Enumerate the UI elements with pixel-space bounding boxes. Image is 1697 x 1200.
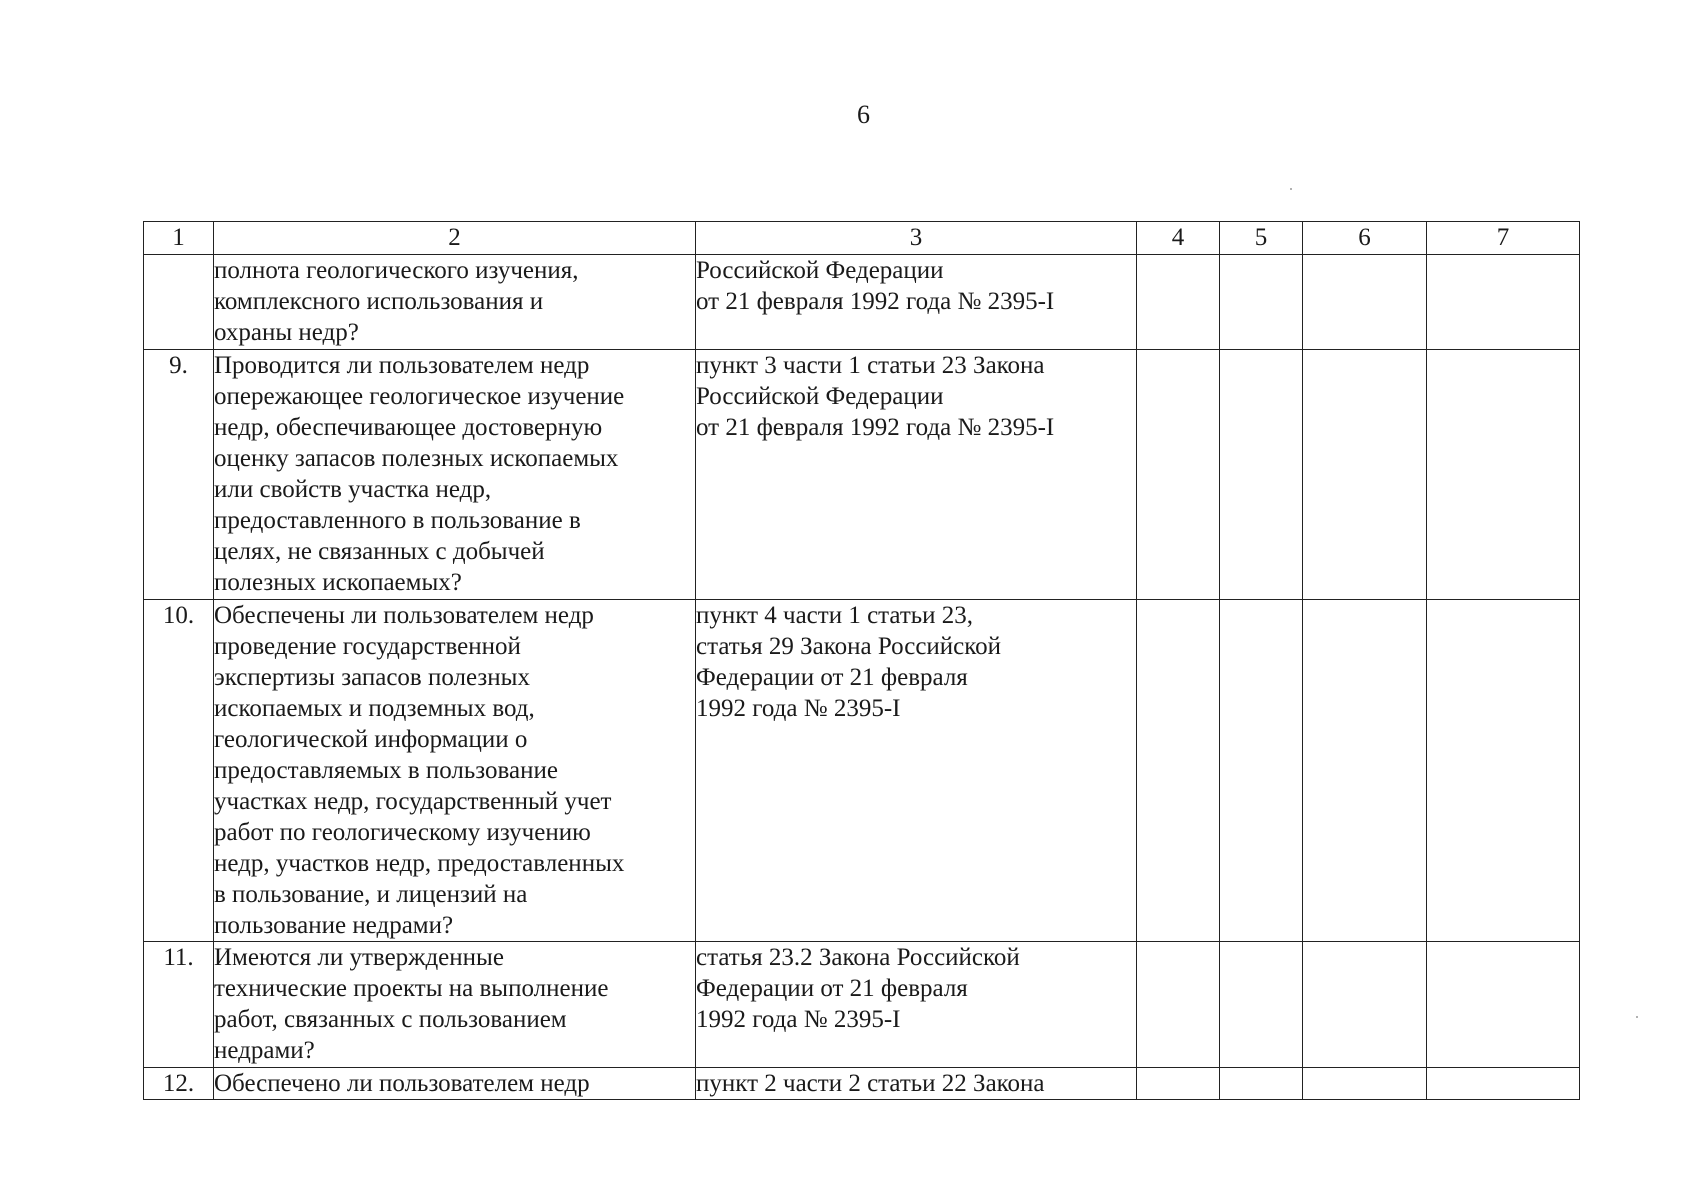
empty-cell-col-5 bbox=[1220, 255, 1303, 350]
scan-speck bbox=[1636, 1016, 1638, 1018]
row-number: 11. bbox=[144, 942, 214, 1068]
empty-cell-col-6 bbox=[1303, 1068, 1427, 1100]
question-cell bbox=[214, 1068, 696, 1100]
legal-reference-text: Российской Федерации от 21 февраля 1992 года № 2395-I bbox=[696, 257, 1055, 315]
scan-speck bbox=[1290, 188, 1292, 190]
legal-reference-cell bbox=[696, 600, 1137, 942]
question-text: Имеются ли утвержденные технические проекты на выполнение работ, связанных с пользованием недрами? bbox=[214, 944, 609, 1064]
row-number: 12. bbox=[144, 1068, 214, 1100]
table-row bbox=[144, 350, 1580, 600]
header-col-4: 4 bbox=[1137, 222, 1220, 255]
table-row bbox=[144, 600, 1580, 942]
empty-cell-col-7 bbox=[1427, 942, 1580, 1068]
question-cell bbox=[214, 350, 696, 600]
empty-cell-col-4 bbox=[1137, 942, 1220, 1068]
question-cell bbox=[214, 942, 696, 1068]
empty-cell-col-6 bbox=[1303, 942, 1427, 1068]
empty-cell-col-4 bbox=[1137, 1068, 1220, 1100]
header-row bbox=[144, 222, 1580, 255]
question-text: Обеспечено ли пользователем недр bbox=[214, 1070, 590, 1097]
table-row bbox=[144, 255, 1580, 350]
row-number: 10. bbox=[144, 600, 214, 942]
empty-cell-col-6 bbox=[1303, 600, 1427, 942]
empty-cell-col-6 bbox=[1303, 255, 1427, 350]
row-number: 9. bbox=[144, 350, 214, 600]
header-col-3: 3 bbox=[696, 222, 1137, 255]
empty-cell-col-5 bbox=[1220, 350, 1303, 600]
question-text: Обеспечены ли пользователем недр проведение государственной экспертизы запасов полезных ископаемых и подземных вод, геологической информации о предоставляемых в пользование участках недр, государственный учет работ по геологическому изучению недр, участков недр, предоставленных в пользование, и лицензий на пользование недрами? bbox=[214, 602, 625, 939]
legal-reference-cell bbox=[696, 1068, 1137, 1100]
empty-cell-col-5 bbox=[1220, 1068, 1303, 1100]
header-col-6: 6 bbox=[1303, 222, 1427, 255]
empty-cell-col-4 bbox=[1137, 350, 1220, 600]
empty-cell-col-7 bbox=[1427, 255, 1580, 350]
legal-reference-text: пункт 3 части 1 статьи 23 Закона Российской Федерации от 21 февраля 1992 года № 2395-I bbox=[696, 352, 1055, 441]
legal-reference-cell bbox=[696, 942, 1137, 1068]
empty-cell-col-4 bbox=[1137, 600, 1220, 942]
header-col-1: 1 bbox=[144, 222, 214, 255]
legal-reference-text: пункт 2 части 2 статьи 22 Закона bbox=[696, 1070, 1045, 1097]
question-cell bbox=[214, 255, 696, 350]
header-col-5: 5 bbox=[1220, 222, 1303, 255]
page-number: 6 bbox=[857, 100, 870, 129]
table-row bbox=[144, 1068, 1580, 1100]
legal-reference-text: статья 23.2 Закона Российской Федерации от 21 февраля 1992 года № 2395-I bbox=[696, 944, 1020, 1033]
question-cell bbox=[214, 600, 696, 942]
empty-cell-col-7 bbox=[1427, 600, 1580, 942]
empty-cell-col-5 bbox=[1220, 942, 1303, 1068]
empty-cell-col-5 bbox=[1220, 600, 1303, 942]
question-text: Проводится ли пользователем недр опережающее геологическое изучение недр, обеспечивающее достоверную оценку запасов полезных ископаемых или свойств участка недр, предоставленного в пользование в целях, не связанных с добычей полезных ископаемых? bbox=[214, 352, 625, 596]
row-number bbox=[144, 255, 214, 350]
question-text: полнота геологического изучения, комплексного использования и охраны недр? bbox=[214, 257, 579, 346]
header-col-7: 7 bbox=[1427, 222, 1580, 255]
legal-reference-text: пункт 4 части 1 статьи 23, статья 29 Закона Российской Федерации от 21 февраля 1992 года № 2395-I bbox=[696, 602, 1002, 722]
checklist-table bbox=[143, 221, 1580, 1100]
empty-cell-col-6 bbox=[1303, 350, 1427, 600]
legal-reference-cell bbox=[696, 255, 1137, 350]
legal-reference-cell bbox=[696, 350, 1137, 600]
empty-cell-col-4 bbox=[1137, 255, 1220, 350]
empty-cell-col-7 bbox=[1427, 1068, 1580, 1100]
empty-cell-col-7 bbox=[1427, 350, 1580, 600]
table-row bbox=[144, 942, 1580, 1068]
header-col-2: 2 bbox=[214, 222, 696, 255]
